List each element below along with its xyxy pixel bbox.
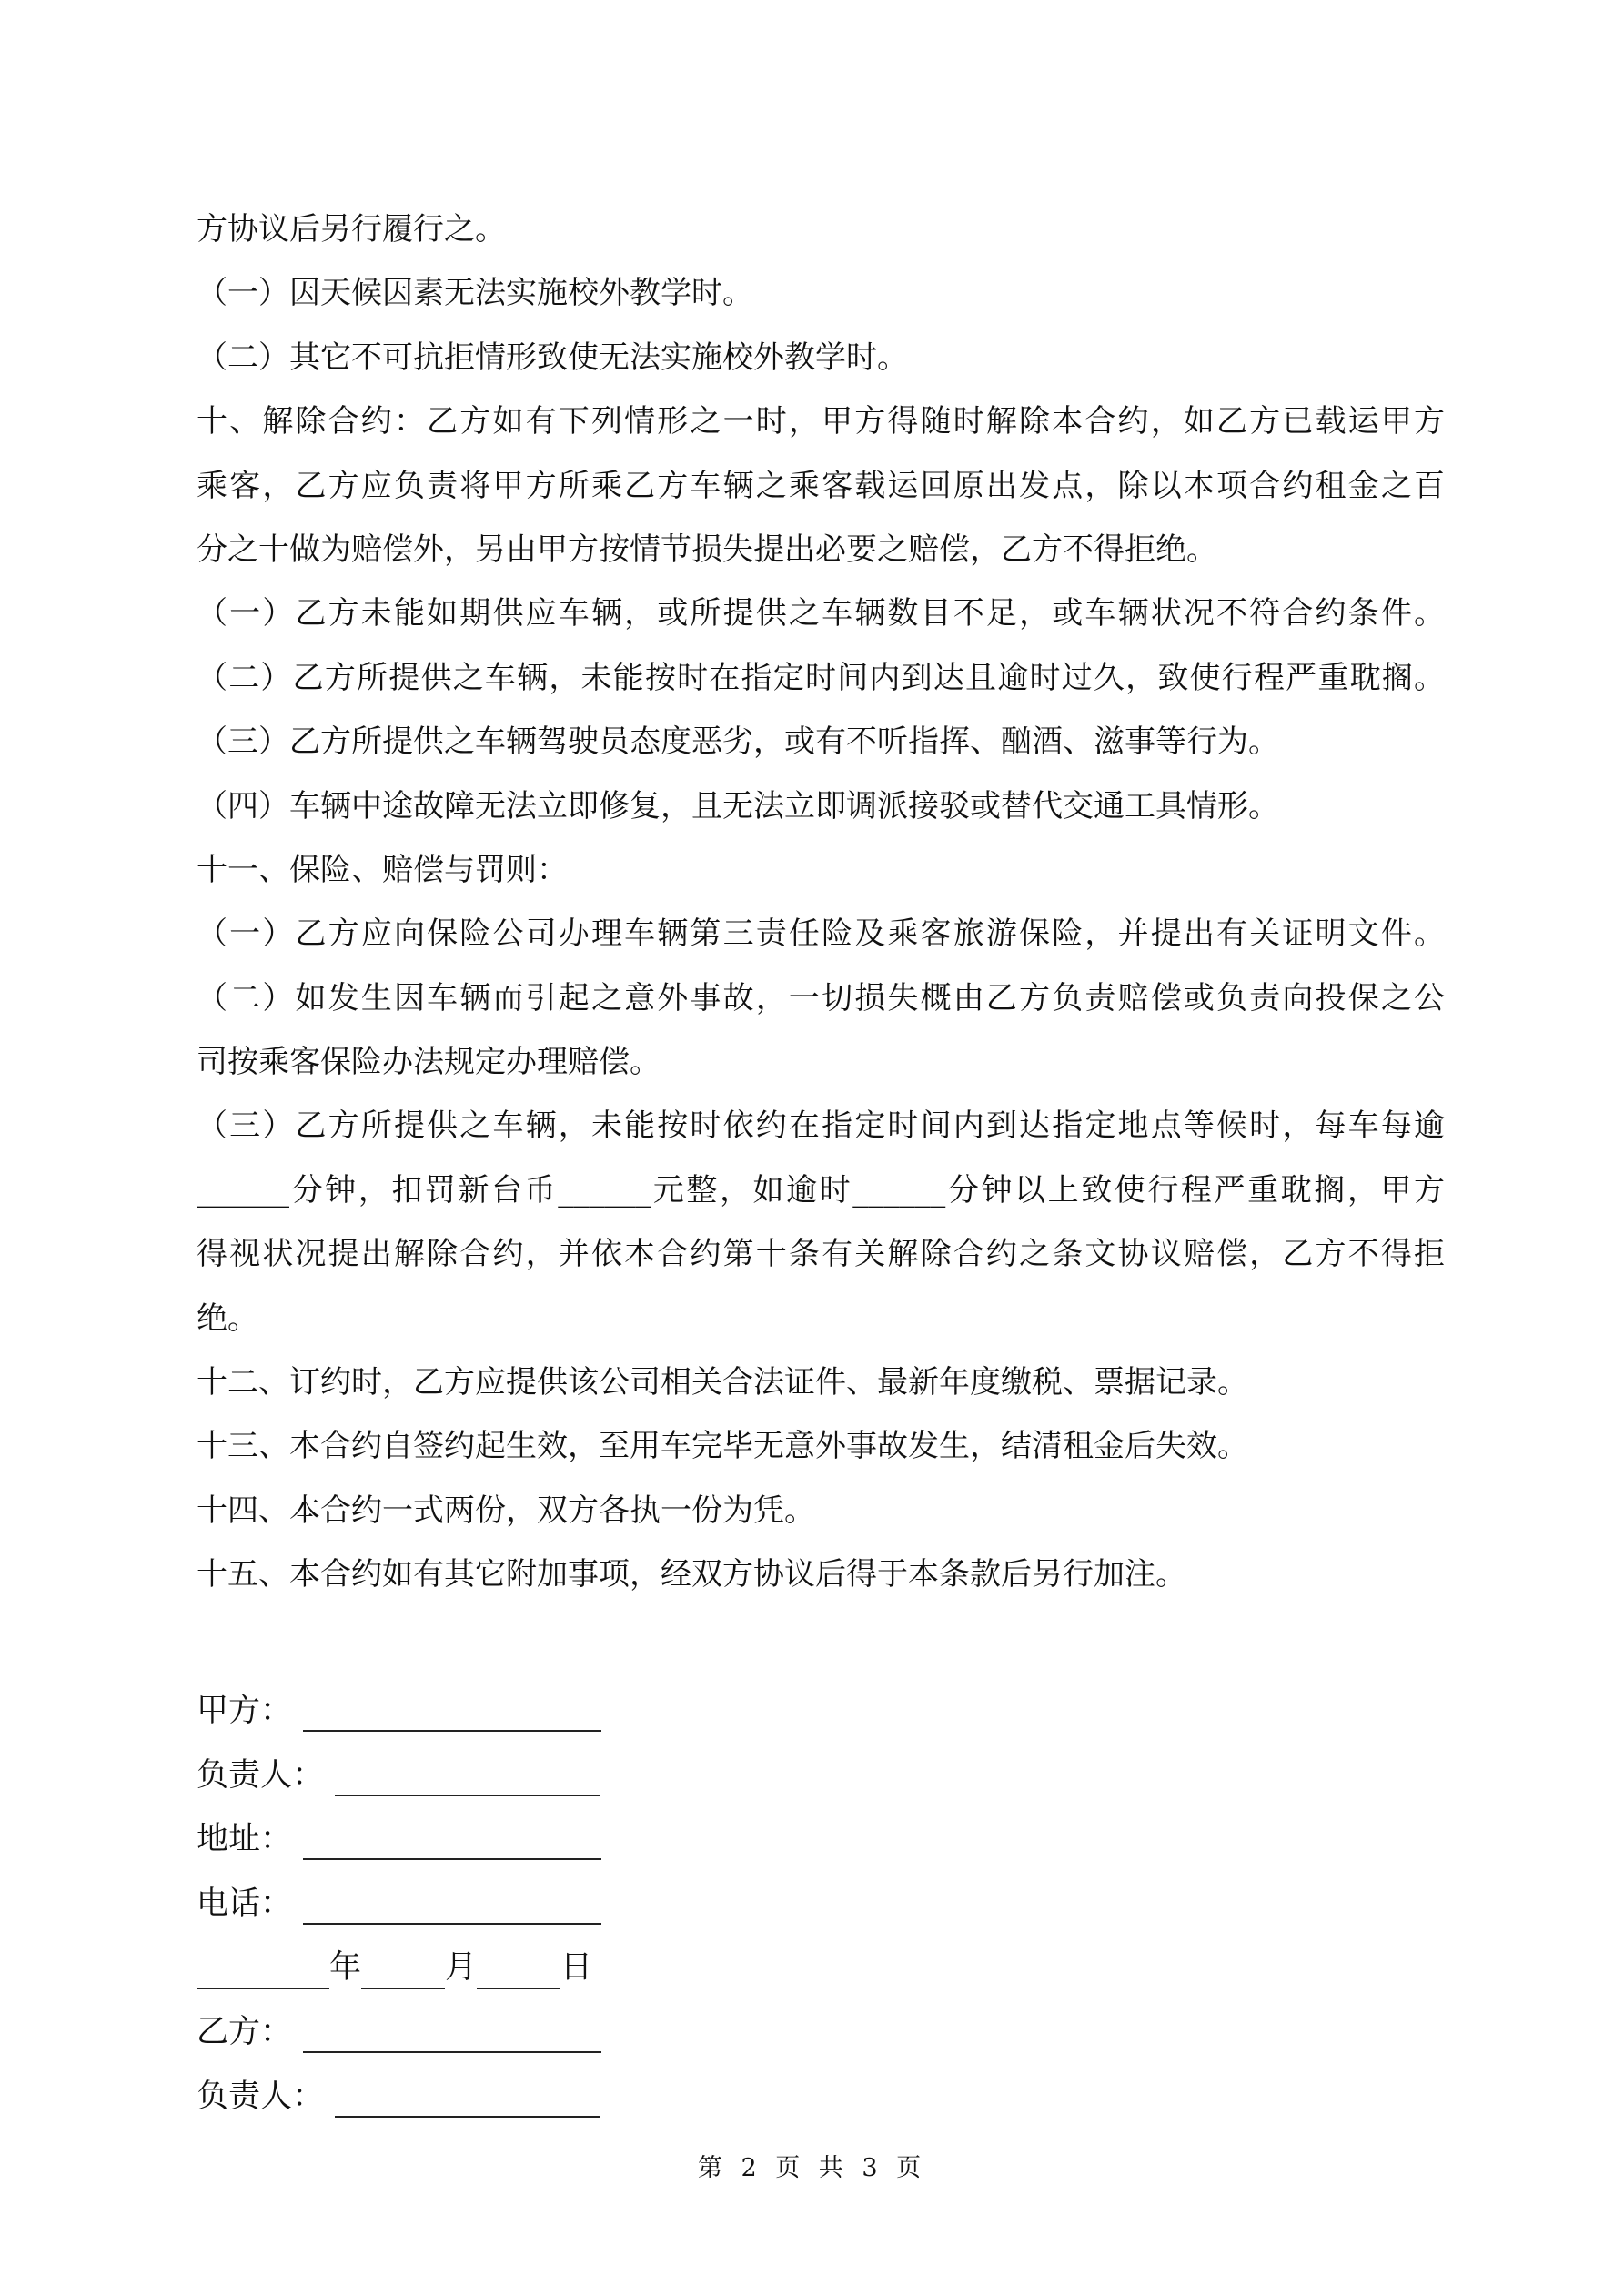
text-line: 绝。 (197, 1300, 258, 1337)
text-line: 十、解除合约：乙方如有下列情形之一时，甲方得随时解除本合约，如乙方已载运甲方 (197, 403, 1445, 440)
text-line: （二）如发生因车辆而引起之意外事故，一切损失概由乙方负责赔偿或负责向投保之公 (197, 979, 1445, 1017)
text-line: 十五、本合约如有其它附加事项，经双方协议后得于本条款后另行加注。 (197, 1556, 1186, 1593)
person-a-label: 负责人： (197, 1756, 325, 1794)
signature-block (197, 1679, 601, 2129)
address-blank (303, 1831, 601, 1860)
text-line: （三）乙方所提供之车辆驾驶员态度恶劣，或有不听指挥、酗酒、滋事等行为。 (197, 723, 1279, 761)
month-blank (361, 1960, 445, 1989)
party-a-row (197, 1679, 601, 1744)
date-row (197, 1936, 601, 2000)
text-line: （一）因天候因素无法实施校外教学时。 (197, 275, 753, 312)
contract-body (197, 197, 1445, 1607)
year-label: 年 (329, 1949, 362, 1987)
party-b-label: 乙方： (197, 2013, 293, 2050)
address-label: 地址： (197, 1821, 293, 1858)
party-b-row (197, 2000, 601, 2065)
day-label: 日 (560, 1949, 593, 1987)
text-line: （三）乙方所提供之车辆，未能按时依约在指定时间内到达指定地点等候时，每车每逾 (197, 1108, 1445, 1145)
address-row (197, 1807, 601, 1872)
year-blank (197, 1960, 329, 1989)
page-number: 第 2 页 共 3 页 (697, 2154, 927, 2182)
month-label: 月 (445, 1949, 478, 1987)
text-line: （一）乙方应向保险公司办理车辆第三责任险及乘客旅游保险，并提出有关证明文件。 (197, 915, 1445, 953)
text-line: 司按乘客保险办法规定办理赔偿。 (197, 1044, 661, 1081)
day-blank (477, 1960, 560, 1989)
text-line: 分之十做为赔偿外，另由甲方按情节损失提出必要之赔偿，乙方不得拒绝。 (197, 531, 1217, 568)
person-a-blank (335, 1767, 600, 1796)
party-a-label: 甲方： (197, 1693, 293, 1729)
text-line: 十三、本合约自签约起生效，至用车完毕无意外事故发生，结清租金后失效。 (197, 1428, 1248, 1465)
person-b-row (197, 2065, 601, 2129)
text-line: 十四、本合约一式两份，双方各执一份为凭。 (197, 1492, 815, 1529)
phone-row (197, 1872, 601, 1937)
text-line: （二）其它不可抗拒情形致使无法实施校外教学时。 (197, 339, 908, 376)
person-b-label: 负责人： (197, 2078, 325, 2115)
party-b-blank (303, 2024, 601, 2053)
text-line: 方协议后另行履行之。 (197, 211, 506, 248)
text-line: ______分钟，扣罚新台币______元整，如逾时______分钟以上致使行程严重耽搁，甲方 (197, 1171, 1445, 1209)
phone-label: 电话： (197, 1885, 293, 1922)
party-a-blank (303, 1703, 601, 1732)
text-line: （一）乙方未能如期供应车辆，或所提供之车辆数目不足，或车辆状况不符合约条件。 (197, 595, 1445, 632)
person-b-blank (335, 2089, 600, 2118)
text-line: （二）乙方所提供之车辆，未能按时在指定时间内到达且逾时过久，致使行程严重耽搁。 (197, 659, 1445, 696)
text-line: 十二、订约时，乙方应提供该公司相关合法证件、最新年度缴税、票据记录。 (197, 1364, 1248, 1401)
text-line: 得视状况提出解除合约，并依本合约第十条有关解除合约之条文协议赔偿，乙方不得拒 (197, 1236, 1445, 1273)
text-line: （四）车辆中途故障无法立即修复，且无法立即调派接驳或替代交通工具情形。 (197, 787, 1279, 824)
text-line: 乘客，乙方应负责将甲方所乘乙方车辆之乘客载运回原出发点，除以本项合约租金之百 (197, 467, 1445, 504)
person-a-row (197, 1744, 601, 1808)
phone-blank (303, 1896, 601, 1925)
text-line: 十一、保险、赔偿与罚则： (197, 851, 568, 888)
